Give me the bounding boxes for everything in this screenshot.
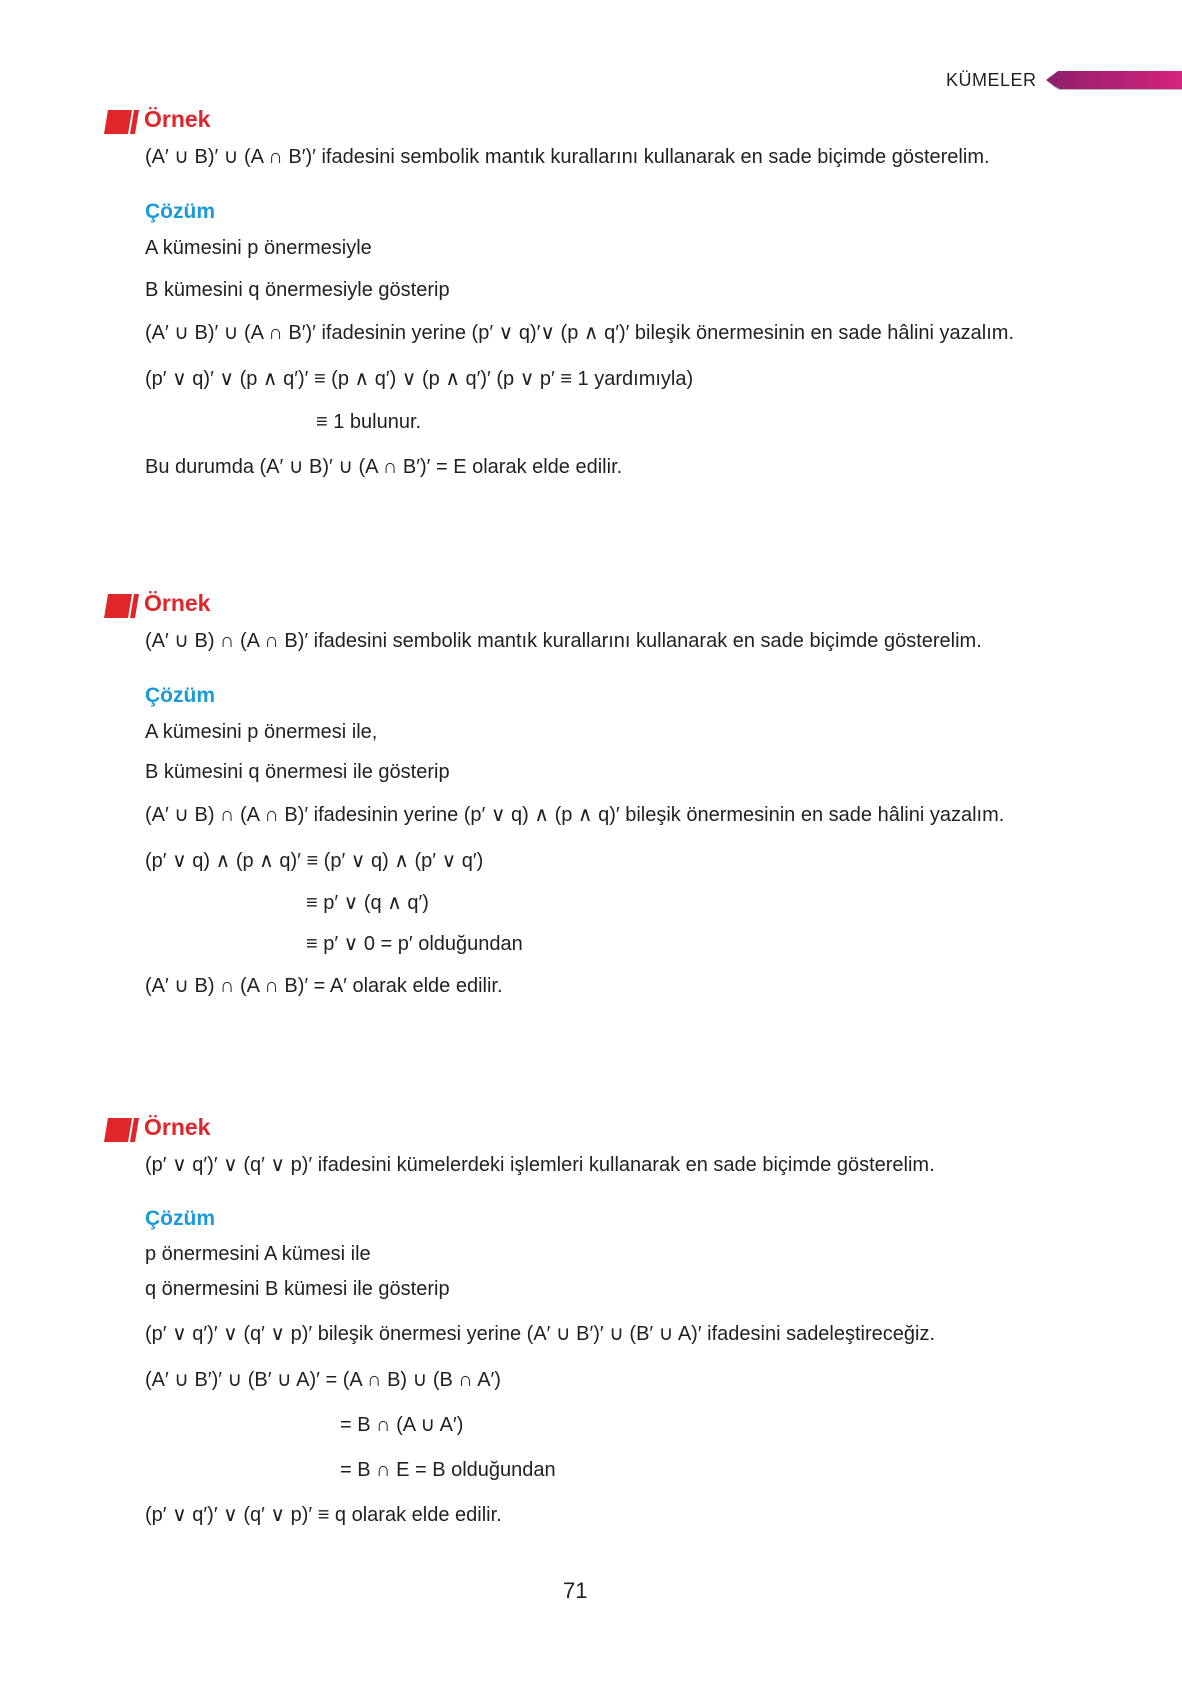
example-1-conclusion: Bu durumda (A′ ∪ B)′ ∪ (A ∩ B′)′ = E olarak elde edilir.: [145, 456, 623, 478]
example-1-line: B kümesini q önermesiyle gösterip: [145, 279, 450, 301]
page-number: 71: [563, 1578, 588, 1603]
example-marker-icon: [102, 592, 142, 620]
example-2-line: A kümesini p önermesi ile,: [145, 721, 378, 743]
example-marker-icon: [102, 108, 142, 136]
example-2-line: B kümesini q önermesi ile gösterip: [145, 761, 450, 783]
example-label: Örnek: [144, 590, 211, 616]
example-3-line: q önermesini B kümesi ile gösterip: [145, 1278, 450, 1300]
example-2-conclusion: (A′ ∪ B) ∩ (A ∩ B)′ = A′ olarak elde edilir.: [145, 975, 503, 997]
example-3-line: p önermesini A kümesi ile: [145, 1243, 371, 1265]
example-3-line: (p′ ∨ q′)′ ∨ (q′ ∨ p)′ bileşik önermesi yerine (A′ ∪ B′)′ ∪ (B′ ∪ A)′ ifadesini sadeleştireceğiz.: [145, 1323, 936, 1345]
example-marker-icon: [102, 1116, 142, 1144]
example-label: Örnek: [144, 1114, 211, 1140]
example-1-solution-label: Çözüm: [145, 200, 215, 223]
example-2-question: (A′ ∪ B) ∩ (A ∩ B)′ ifadesini sembolik mantık kurallarını kullanarak en sade biçimde gösterelim.: [145, 630, 982, 652]
example-label: Örnek: [144, 106, 211, 132]
chapter-tab-marker: [1046, 70, 1182, 90]
example-1-line: A kümesini p önermesiyle: [145, 237, 372, 259]
example-2-solution-label: Çözüm: [145, 684, 215, 707]
example-3-conclusion: (p′ ∨ q′)′ ∨ (q′ ∨ p)′ ≡ q olarak elde edilir.: [145, 1504, 502, 1526]
example-3-line: (A′ ∪ B′)′ ∪ (B′ ∪ A)′ = (A ∩ B) ∪ (B ∩ A′): [145, 1369, 501, 1391]
example-2-line: (A′ ∪ B) ∩ (A ∩ B)′ ifadesinin yerine (p′ ∨ q) ∧ (p ∧ q)′ bileşik önermesinin en sade hâlini yazalım.: [145, 804, 1005, 826]
example-2-line: ≡ p′ ∨ 0 = p′ olduğundan: [306, 933, 523, 955]
example-2-line: ≡ p′ ∨ (q ∧ q′): [306, 892, 429, 914]
example-1-line: ≡ 1 bulunur.: [316, 411, 422, 433]
example-1-question: (A′ ∪ B)′ ∪ (A ∩ B′)′ ifadesini sembolik mantık kurallarını kullanarak en sade biçimde gösterelim.: [145, 146, 990, 168]
example-3-question: (p′ ∨ q′)′ ∨ (q′ ∨ p)′ ifadesini kümelerdeki işlemleri kullanarak en sade biçimde gösterelim.: [145, 1154, 935, 1176]
example-1-line: (p′ ∨ q)′ ∨ (p ∧ q′)′ ≡ (p ∧ q′) ∨ (p ∧ q′)′ (p ∨ p′ ≡ 1 yardımıyla): [145, 368, 694, 390]
example-2-line: (p′ ∨ q) ∧ (p ∧ q)′ ≡ (p′ ∨ q) ∧ (p′ ∨ q′): [145, 850, 484, 872]
example-3-line: = B ∩ (A ∪ A′): [340, 1414, 464, 1436]
example-3-line: = B ∩ E = B olduğundan: [340, 1459, 556, 1481]
example-3-solution-label: Çözüm: [145, 1207, 215, 1230]
chapter-title: KÜMELER: [946, 70, 1037, 90]
example-1-line: (A′ ∪ B)′ ∪ (A ∩ B′)′ ifadesinin yerine (p′ ∨ q)′∨ (p ∧ q′)′ bileşik önermesinin en sade hâlini yazalım.: [145, 322, 1015, 344]
